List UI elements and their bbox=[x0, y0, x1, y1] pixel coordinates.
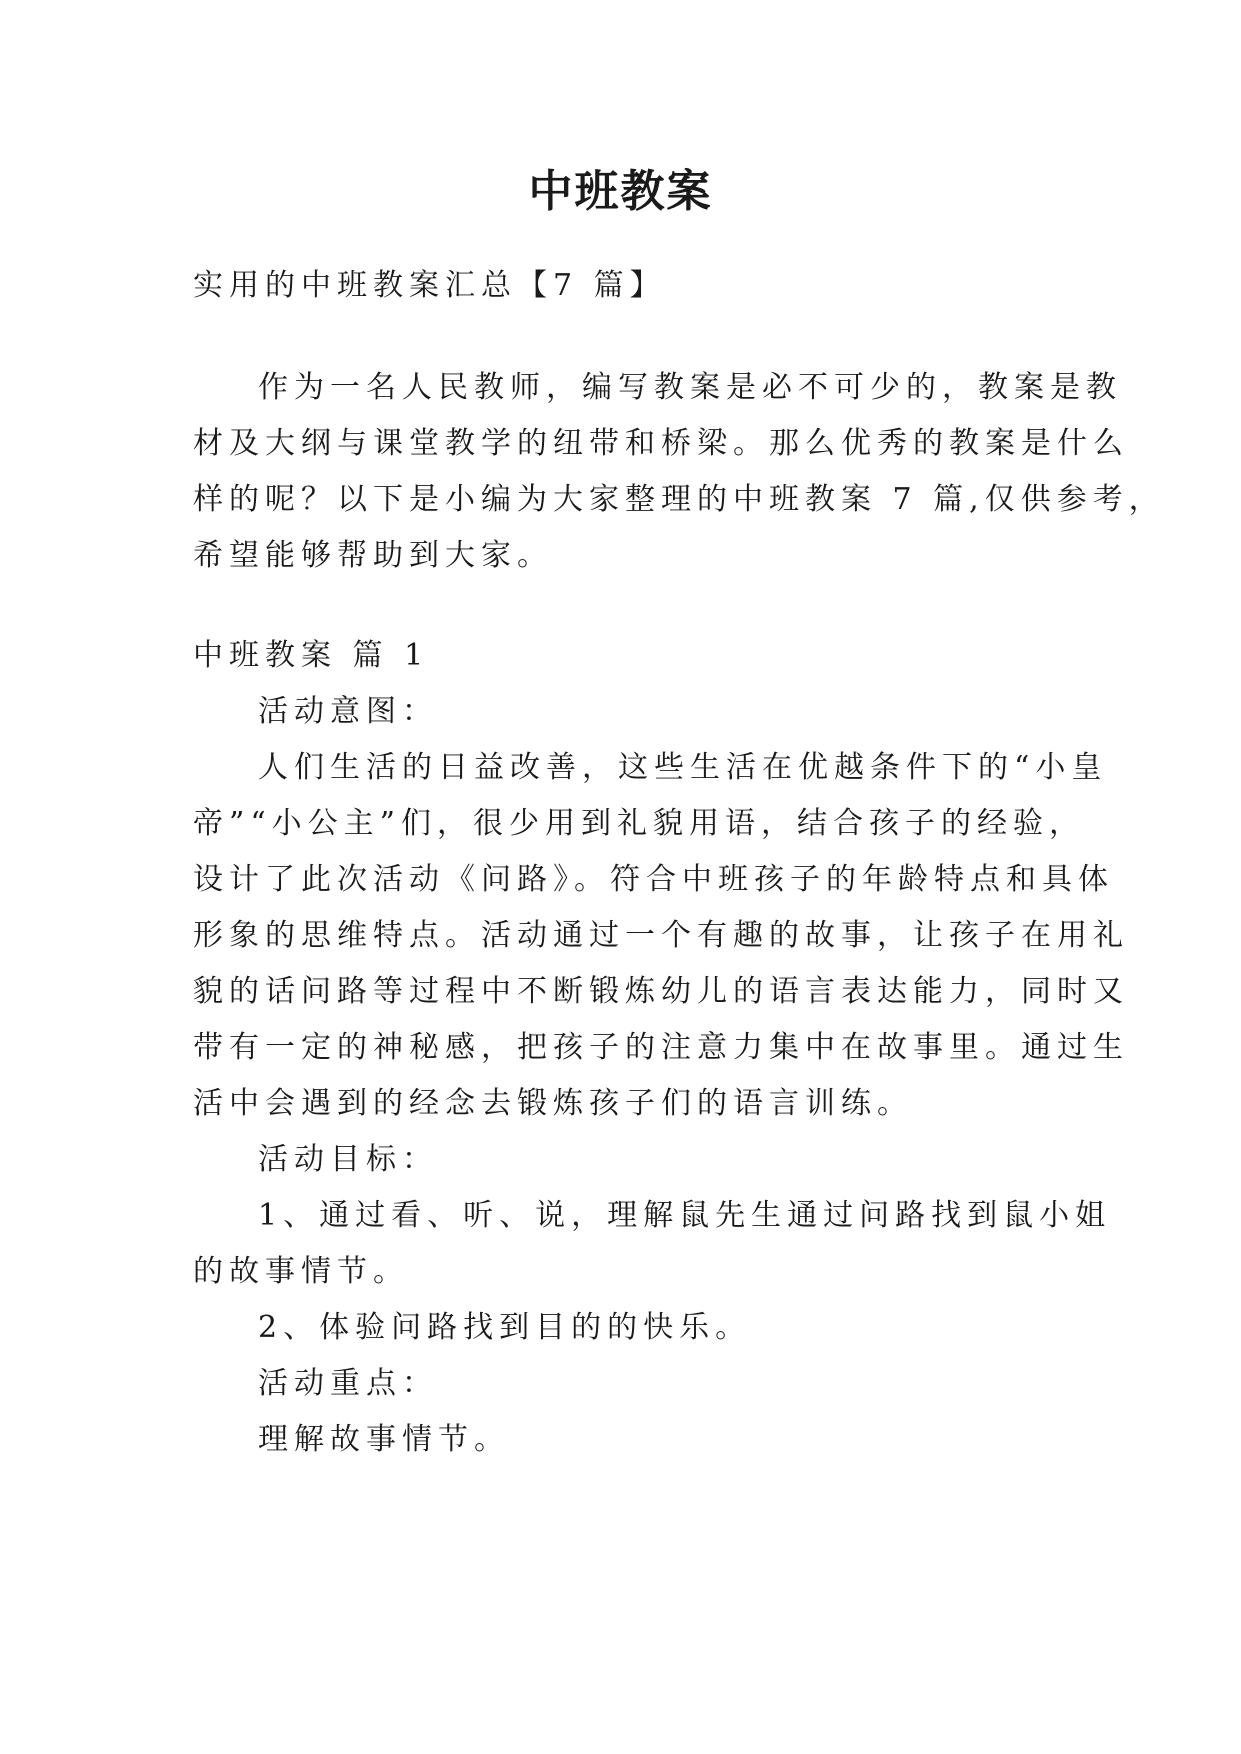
key-label: 活动重点： bbox=[258, 1366, 438, 1401]
intent-line: 人们生活的日益改善，这些生活在优越条件下的“小皇 bbox=[258, 750, 1108, 785]
intro-line: 样的呢？以下是小编为大家整理的中班教案 7 篇,仅供参考， bbox=[193, 482, 1165, 517]
intent-line: 设计了此次活动《问路》。符合中班孩子的年龄特点和具体 bbox=[193, 862, 1114, 897]
goal-label: 活动目标： bbox=[258, 1142, 438, 1177]
key-text: 理解故事情节。 bbox=[258, 1422, 510, 1457]
intro-line: 材及大纲与课堂教学的纽带和桥梁。那么优秀的教案是什么 bbox=[193, 426, 1129, 461]
intent-line: 形象的思维特点。活动通过一个有趣的故事，让孩子在用礼 bbox=[193, 918, 1129, 953]
intent-label: 活动意图： bbox=[258, 694, 438, 729]
goal-item-1-cont: 的故事情节。 bbox=[193, 1254, 409, 1289]
section-heading: 中班教案 篇 1 bbox=[193, 638, 430, 673]
intent-line: 帝”“小公主”们，很少用到礼貌用语，结合孩子的经验， bbox=[193, 806, 1086, 841]
goal-item-1: 1、通过看、听、说，理解鼠先生通过问路找到鼠小姐 bbox=[258, 1198, 1112, 1233]
intro-line: 作为一名人民教师，编写教案是必不可少的，教案是教 bbox=[258, 370, 1122, 405]
intent-line: 貌的话问路等过程中不断锻炼幼儿的语言表达能力，同时又 bbox=[193, 974, 1129, 1009]
goal-item-2: 2、体验问路找到目的的快乐。 bbox=[258, 1310, 752, 1345]
subtitle: 实用的中班教案汇总【7 篇】 bbox=[193, 268, 666, 303]
intro-line: 希望能够帮助到大家。 bbox=[193, 538, 553, 573]
intent-line: 活中会遇到的经念去锻炼孩子们的语言训练。 bbox=[193, 1086, 913, 1121]
intent-line: 带有一定的神秘感，把孩子的注意力集中在故事里。通过生 bbox=[193, 1030, 1129, 1065]
page-title: 中班教案 bbox=[528, 166, 713, 217]
